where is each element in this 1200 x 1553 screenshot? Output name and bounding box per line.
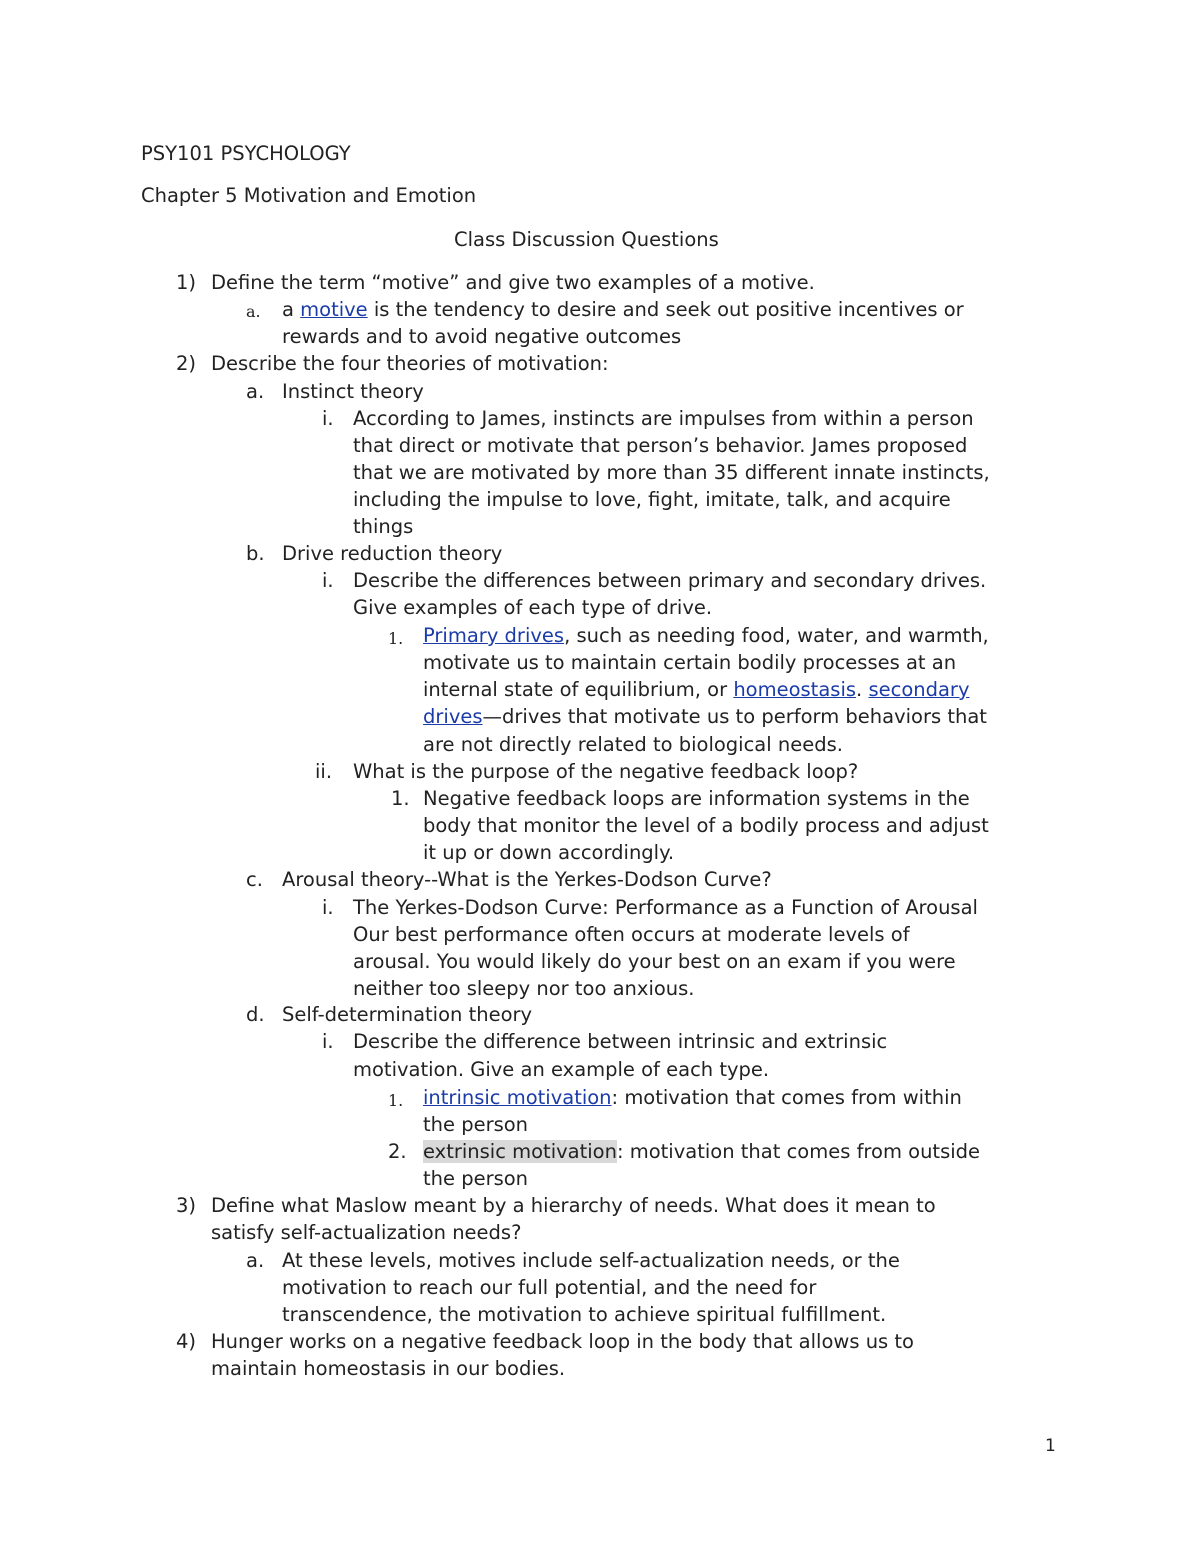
- text-line: transcendence, the motivation to achieve spiritual fulfillment.: [282, 1303, 887, 1326]
- question-2: Describe the four theories of motivation:: [211, 352, 609, 375]
- list-marker: d.: [246, 1003, 265, 1026]
- theory-drive-reduction: Drive reduction theory: [282, 542, 503, 565]
- list-marker: 1.: [388, 629, 404, 648]
- list-marker: i.: [322, 1030, 334, 1053]
- list-marker: 3): [176, 1194, 197, 1217]
- text-line: body that monitor the level of a bodily process and adjust: [423, 814, 989, 837]
- text-line: that direct or motivate that person’s behavior. James proposed: [353, 434, 968, 457]
- text-line: that we are motivated by more than 35 different innate instincts,: [353, 461, 990, 484]
- list-marker: 1): [176, 271, 197, 294]
- answer-1a-line-1: a motive is the tendency to desire and seek out positive incentives or: [282, 298, 964, 321]
- list-marker: b.: [246, 542, 265, 565]
- question-1: Define the term “motive” and give two examples of a motive.: [211, 271, 815, 294]
- list-marker: 4): [176, 1330, 197, 1353]
- text-line: neither too sleepy nor too anxious.: [353, 977, 695, 1000]
- question-3: Define what Maslow meant by a hierarchy of needs. What does it mean to: [211, 1194, 936, 1217]
- theory-self-determination: Self-determination theory: [282, 1003, 533, 1026]
- list-marker: 1.: [391, 787, 410, 810]
- text-line: Our best performance often occurs at moderate levels of: [353, 923, 910, 946]
- answer-1a-line-2: rewards and to avoid negative outcomes: [282, 325, 682, 348]
- homeostasis-link[interactable]: homeostasis: [733, 678, 857, 701]
- motive-link[interactable]: motive: [300, 298, 368, 321]
- list-marker: a.: [246, 1249, 265, 1272]
- text-line: things: [353, 515, 414, 538]
- text-line: motivation. Give an example of each type.: [353, 1058, 770, 1081]
- text-line: are not directly related to biological needs.: [423, 733, 843, 756]
- text-line: At these levels, motives include self-actualization needs, or the: [282, 1249, 900, 1272]
- list-marker: 1.: [388, 1091, 404, 1110]
- intrinsic-motivation-link[interactable]: intrinsic motivation: [423, 1086, 612, 1109]
- text-line: Describe the differences between primary and secondary drives.: [353, 569, 987, 592]
- theory-instinct: Instinct theory: [282, 380, 424, 403]
- course-title: PSY101 PSYCHOLOGY: [141, 142, 351, 165]
- list-marker: 2.: [388, 1140, 407, 1163]
- text-line: What is the purpose of the negative feedback loop?: [353, 760, 859, 783]
- text-line: internal state of equilibrium, or homeostasis. secondary: [423, 678, 970, 701]
- extrinsic-motivation-highlight: extrinsic motivation: [423, 1140, 617, 1163]
- chapter-title: Chapter 5 Motivation and Emotion: [141, 184, 477, 207]
- text-line: Give examples of each type of drive.: [353, 596, 713, 619]
- list-marker: i.: [322, 569, 334, 592]
- text-line: intrinsic motivation: motivation that comes from within: [423, 1086, 962, 1109]
- secondary-drives-link[interactable]: drives: [423, 705, 483, 728]
- text-line: the person: [423, 1113, 529, 1136]
- list-marker: i.: [322, 407, 334, 430]
- text-line: it up or down accordingly.: [423, 841, 675, 864]
- list-marker: a.: [246, 380, 265, 403]
- list-marker: ii.: [315, 760, 333, 783]
- secondary-drives-link[interactable]: secondary: [868, 678, 970, 701]
- text-line: motivate us to maintain certain bodily processes at an: [423, 651, 957, 674]
- question-4: Hunger works on a negative feedback loop in the body that allows us to: [211, 1330, 914, 1353]
- text-line: Primary drives, such as needing food, water, and warmth,: [423, 624, 989, 647]
- list-marker: c.: [246, 868, 263, 891]
- text-line: arousal. You would likely do your best on an exam if you were: [353, 950, 956, 973]
- list-marker: a.: [246, 302, 261, 321]
- question-4-cont: maintain homeostasis in our bodies.: [211, 1357, 566, 1380]
- text-line: extrinsic motivation: motivation that comes from outside: [423, 1140, 981, 1163]
- text-line: According to James, instincts are impulses from within a person: [353, 407, 974, 430]
- text-line: the person: [423, 1167, 529, 1190]
- text-line: motivation to reach our full potential, and the need for: [282, 1276, 817, 1299]
- list-marker: 2): [176, 352, 197, 375]
- text-line: drives—drives that motivate us to perform behaviors that: [423, 705, 987, 728]
- text-line: Negative feedback loops are information systems in the: [423, 787, 970, 810]
- page-subtitle: Class Discussion Questions: [454, 228, 719, 251]
- page-number: 1: [1045, 1436, 1056, 1456]
- theory-arousal: Arousal theory--What is the Yerkes-Dodson Curve?: [282, 868, 772, 891]
- text-line: Describe the difference between intrinsic and extrinsic: [353, 1030, 888, 1053]
- text-line: The Yerkes-Dodson Curve: Performance as a Function of Arousal: [353, 896, 978, 919]
- question-3-cont: satisfy self-actualization needs?: [211, 1221, 522, 1244]
- list-marker: i.: [322, 896, 334, 919]
- text-line: including the impulse to love, fight, imitate, talk, and acquire: [353, 488, 951, 511]
- primary-drives-link[interactable]: Primary drives: [423, 624, 565, 647]
